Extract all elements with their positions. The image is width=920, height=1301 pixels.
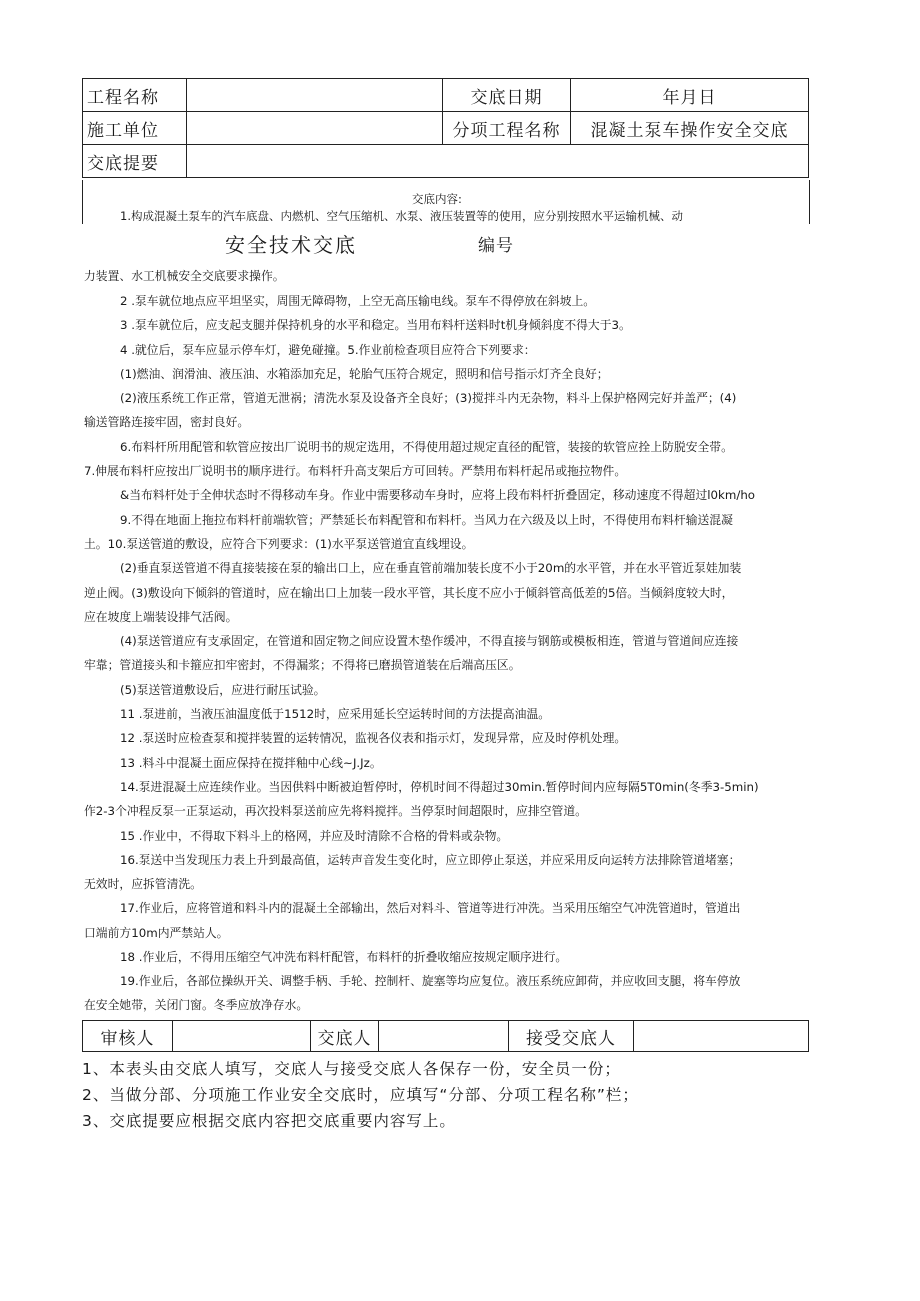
body-line: 18 .作业后，不得用压缩空气冲洗布料杆配管，布料杆的折叠收缩应按规定顺序进行。 [120,950,568,964]
body-line: 2 .泵车就位地点应平坦坚实，周围无障碍物，上空无高压输电线。泵车不得停放在斜坡上。 [120,294,596,308]
project-name-field[interactable] [187,79,443,112]
body-line: 作2-3个冲程反泵一正泵运动，再次投料泵送前应先将料搅拌。当停泵时间超限时，应排空管道。 [84,804,587,818]
body-line: 12 .泵送时应检查泵和搅拌装置的运转情况，监视各仪表和指示灯，发现异常，应及时停机处理。 [120,731,627,745]
receiver-field[interactable] [634,1021,809,1052]
body-line: 7.伸展布料杆应按出厂说明书的顺序进行。布料杆升高支架后方可回转。严禁用布料杆起吊或拖拉物件。 [84,464,627,478]
body-line: (1)燃油、润滑油、液压油、水箱添加充足，轮胎气压符合规定，照明和信号指示灯齐全良好； [120,367,609,381]
sub-project-field[interactable]: 混凝土泵车操作安全交底 [571,112,809,145]
body-line: 4 .就位后，泵车应显示停车灯，避免碰撞。5.作业前检查项目应符合下列要求： [120,343,536,357]
body-line: 3 .泵车就位后，应支起支腿并保持机身的水平和稳定。当用布料杆送料时t机身倾斜度不得大于3。 [120,318,631,332]
body-line: 11 .泵进前，当液压油温度低于1512时，应采用延长空运转时间的方法提高油温。 [120,707,551,721]
note-line: 2、当做分部、分项施工作业安全交底时，应填写“分部、分项工程名称”栏； [82,1086,639,1104]
sub-project-label: 分项工程名称 [443,112,571,145]
body-line: 15 .作业中，不得取下料斗上的格网，并应及时清除不合格的骨料或杂物。 [120,829,509,843]
body-line: 9.不得在地面上拖拉布料杆前端软管；严禁延长布料配管和布料杆。当风力在六级及以上时，不得使用布料杆输送混凝 [120,513,733,527]
body-line: (2)垂直泵送管道不得直接装接在泵的输出口上，应在垂直管前端加装长度不小于20m的水平管，并在水平管近泵娃加装 [120,561,742,575]
body-line: 6.布料杆所用配管和软管应按出厂说明书的规定选用，不得使用超过规定直径的配管，装接的软管应拴上防脱安全带。 [120,440,733,454]
note-line: 1、本表头由交底人填写，交底人与接受交底人各保存一份，安全员一份； [82,1060,621,1078]
receiver-label: 接受交底人 [509,1021,634,1052]
header-row-unit [83,112,809,145]
body-line: &当布料杆处于全伸状态时不得移动车身。作业中需要移动车身时，应将上段布料杆折叠固定，移动速度不得超过l0km/ho [120,488,756,502]
number-label: 编号 [478,236,514,256]
reviewer-label: 审核人 [83,1021,173,1052]
signature-table [82,1020,809,1052]
body-line: 13 .料斗中混凝土面应保持在搅拌釉中心线~J.Jz。 [120,756,382,770]
body-line: (5)泵送管道敷设后，应进行耐压试验。 [120,683,326,697]
document-title: 安全技术交底 [225,233,357,257]
content-heading: 交底内容: [412,192,462,206]
body-line: (4)泵送管道应有支承固定，在管道和固定物之间应设置木垫作缓冲，不得直接与钢筋或模板相连，管道与管道间应连接 [120,634,739,648]
body-line: 17.作业后，应将管道和料斗内的混凝土全部输出，然后对料斗、管道等进行冲洗。当采用压缩空气冲洗管道时，管道出 [120,901,741,915]
body-line: 无效时，应拆管清洗。 [84,877,202,891]
disclosure-date-field[interactable]: 年月日 [571,79,809,112]
discloser-field[interactable] [379,1021,509,1052]
body-line: 在安全她带，关闭门窗。冬季应放净存水。 [84,998,309,1012]
body-line: 逆止阀。(3)敷设向下倾斜的管道时，应在输出口上加装一段水平管，其长度不应小于倾斜管高低差的5倍。当倾斜度较大时， [84,586,734,600]
header-row-project [83,79,809,112]
body-line: 19.作业后，各部位操纵开关、调整手柄、手轮、控制杆、旋塞等均应复位。液压系统应卸荷，并应收回支腿，将车停放 [120,974,741,988]
intro-line: 1.构成混凝土泵车的汽车底盘、内燃机、空气压缩机、水泵、液压装置等的使用，应分别按照水平运输机械、动 [120,209,683,223]
body-line: 输送管路连接牢固，密封良好。 [84,415,250,429]
body-line: 应在坡度上端装设排气活阀。 [84,610,238,624]
body-line: (2)液压系统工作正常，管道无泄祸；清洗水泵及设备齐全良好；(3)搅拌斗内无杂物，料斗上保护格网完好并盖严；(4) [120,391,737,405]
disclosure-date-label: 交底日期 [443,79,571,112]
project-name-label: 工程名称 [83,79,187,112]
header-table [82,78,809,178]
body-line: 口端前方10m内严禁站人。 [84,926,229,940]
signature-row [83,1021,809,1052]
summary-field[interactable] [187,145,809,178]
body-line: 土。10.泵送管道的敷设，应符合下列要求：(1)水平泵送管道宜直线埋设。 [84,537,474,551]
note-line: 3、交底提要应根据交底内容把交底重要内容写上。 [82,1112,456,1130]
construction-unit-label: 施工单位 [83,112,187,145]
reviewer-field[interactable] [173,1021,311,1052]
body-line: 牢靠；管道接头和卡箍应扣牢密封，不得漏浆；不得将已磨损管道装在后端高压区。 [84,658,521,672]
discloser-label: 交底人 [311,1021,379,1052]
body-line: 16.泵送中当发现压力表上升到最高值，运转声音发生变化时，应立即停止泵送，并应采用反向运转方法排除管道堵塞； [120,853,741,867]
body-line: 14.泵进混凝土应连续作业。当因供料中断被迫暂停时，停机时间不得超过30min.暂停时间内应每隔5T0min(冬季3-5min) [120,780,759,794]
header-row-summary [83,145,809,178]
construction-unit-field[interactable] [187,112,443,145]
body-line: 力装置、水工机械安全交底要求操作。 [84,269,285,283]
summary-label: 交底提要 [83,145,187,178]
